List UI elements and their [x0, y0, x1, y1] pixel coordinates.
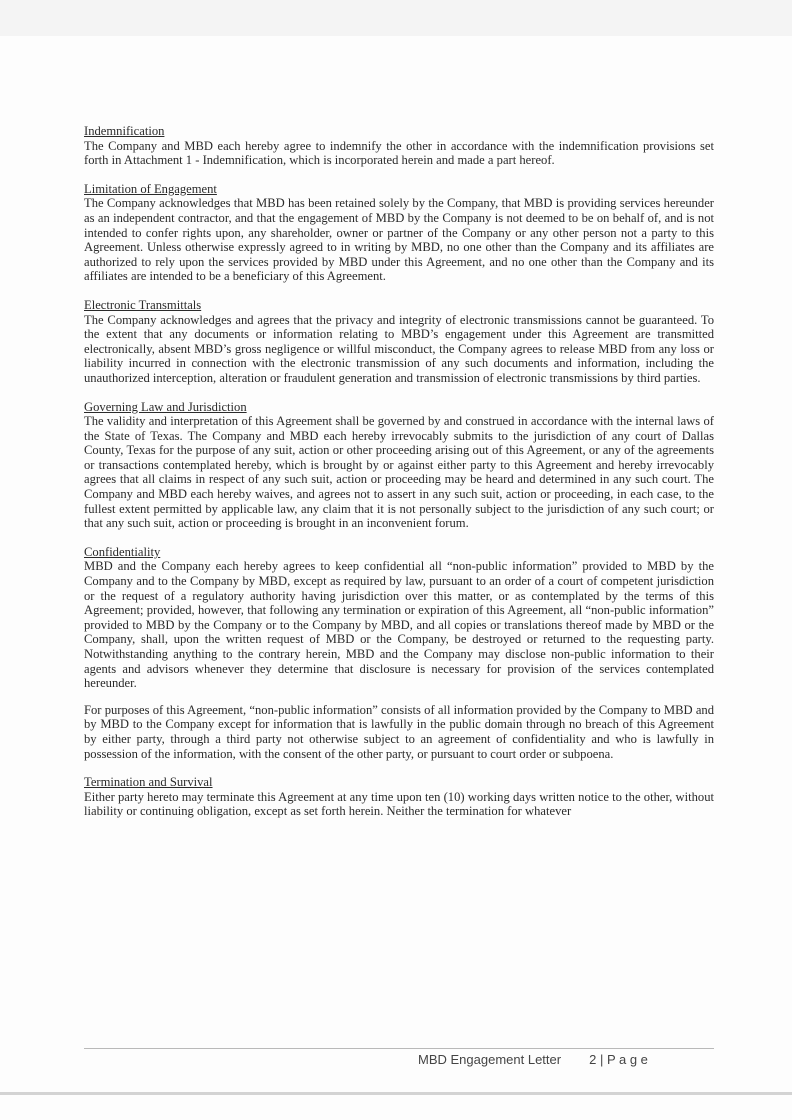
- scan-top-band: [0, 0, 792, 36]
- section-paragraph: The Company and MBD each hereby agree to indemnify the other in accordance with the indemnification provisions set forth in Attachment 1 - Indemnification, which is incorporated herein and made a part hereof.: [84, 138, 714, 168]
- section-governing-law: [84, 400, 714, 531]
- section-confidentiality: [84, 545, 714, 761]
- section-termination-and-survival: [84, 775, 714, 819]
- footer-separator: |: [599, 1052, 604, 1067]
- section-heading: Governing Law and Jurisdiction: [84, 399, 247, 414]
- section-paragraph: The Company acknowledges and agrees that the privacy and integrity of electronic transmissions cannot be guaranteed. To the extent that any documents or information relating to MBD’s engagement under this Agreement are transmitted electronically, absent MBD’s gross negligence or willful misconduct, the Company agrees to release MBD from any loss or liability incurred in connection with the electronic transmission of any such documents and information, including the unauthorized interception, alteration or fraudulent generation and transmission of electronic transmissions by third parties.: [84, 312, 714, 385]
- section-heading: Limitation of Engagement: [84, 181, 217, 196]
- footer-page-label: P a g e: [606, 1052, 648, 1067]
- footer-page-number: 2: [589, 1052, 597, 1067]
- section-paragraph: The Company acknowledges that MBD has been retained solely by the Company, that MBD is providing services hereunder as an independent contractor, and that the engagement of MBD by the Company is not deemed to be on behalf of, and is not intended to confer rights upon, any shareholder, owner or partner of the Company or any other person not a party to this Agreement. Unless otherwise expressly agreed to in writing by MBD, no one other than the Company and its affiliates are authorized to rely upon the services provided by MBD under this Agreement, and no one other than the Company and its affiliates are intended to be a beneficiary of this Agreement.: [84, 196, 714, 284]
- section-limitation-of-engagement: [84, 182, 714, 284]
- section-paragraph: The validity and interpretation of this Agreement shall be governed by and construed in accordance with the internal laws of the State of Texas. The Company and MBD each hereby irrevocably submits to the jurisdiction of any court of Dallas County, Texas for the purpose of any suit, action or other proceeding arising out of this Agreement, or any of the agreements or transactions contemplated hereby, which is brought by or against either party to this Agreement and hereby irrevocably agrees that all claims in respect of any such suit, action or proceeding may be heard and determined in any such court. The Company and MBD each hereby waives, and agrees not to assert in any such suit, action or proceeding, in each case, to the fullest extent permitted by applicable law, any claim that it is not personally subject to the jurisdiction of any such court; or that any such suit, action or proceeding is brought in an inconvenient forum.: [84, 414, 714, 531]
- section-heading: Confidentiality: [84, 544, 161, 559]
- page-footer: [418, 1052, 648, 1067]
- footer-divider: [84, 1048, 714, 1049]
- section-paragraph: MBD and the Company each hereby agrees to keep confidential all “non-public information” provided to MBD by the Company and to the Company by MBD, except as required by law, pursuant to an order of a court of competent jurisdiction or the request of a regulatory authority having jurisdiction over this matter, or as contemplated by the terms of this Agreement; provided, however, that following any termination or expiration of this Agreement, all “non-public information” provided to MBD by the Company or to the Company by MBD, and all copies or translations thereof made by MBD or the Company, shall, upon the written request of MBD or the Company, be destroyed or returned to the requesting party. Notwithstanding anything to the contrary herein, MBD and the Company may disclose non-public information to their agents and advisors whenever they determine that disclosure is necessary for provision of the services contemplated hereunder.: [84, 559, 714, 691]
- section-heading: Electronic Transmittals: [84, 297, 202, 312]
- section-paragraph: For purposes of this Agreement, “non-public information” consists of all information provided by the Company to MBD and by MBD to the Company except for information that is lawfully in the public domain through no breach of this Agreement by either party, through a third party not otherwise subject to an agreement of confidentiality and who is lawfully in possession of the information, with the consent of the other party, or pursuant to court order or subpoena.: [84, 702, 714, 761]
- scan-bottom-edge: [0, 1092, 792, 1095]
- section-paragraph: Either party hereto may terminate this Agreement at any time upon ten (10) working days written notice to the other, without liability or continuing obligation, except as set forth herein. Neither the termination for whatever: [84, 789, 714, 819]
- document-body: [84, 124, 714, 833]
- section-indemnification: [84, 124, 714, 168]
- footer-title: MBD Engagement Letter: [418, 1052, 562, 1067]
- section-heading: Termination and Survival: [84, 775, 213, 790]
- section-heading: Indemnification: [84, 124, 165, 138]
- section-electronic-transmittals: [84, 298, 714, 386]
